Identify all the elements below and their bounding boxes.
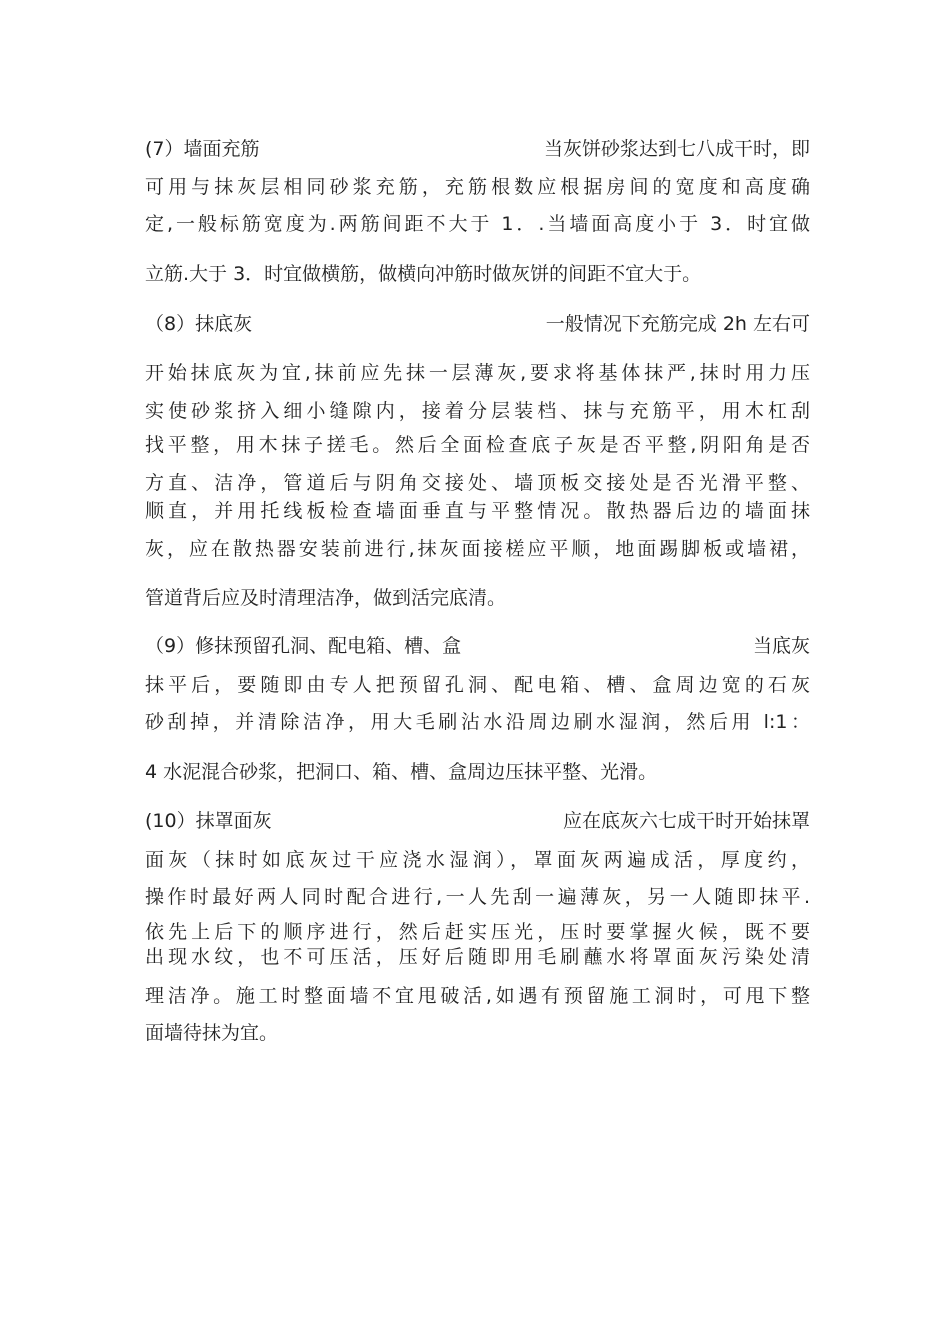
section-8-lead: 一般情况下充筋完成 2h 左右可 [545, 313, 810, 335]
section-7-line: 立筋.大于 3．时宜做横筋，做横向冲筋时做灰饼的间距不宜大于。 [145, 263, 702, 285]
section-7-heading: (7）墙面充筋 [145, 138, 260, 160]
section-9-line: 砂刮掉，并清除洁净，用大毛刷沾水沿周边刷水湿润，然后用 l:1： [145, 711, 810, 733]
section-8-heading-line [145, 312, 810, 336]
section-8-line: 实使砂浆挤入细小缝隙内，接着分层装档、抹与充筋平，用木杠刮 [145, 400, 810, 422]
section-8-line: 管道背后应及时清理洁净，做到活完底清。 [145, 587, 507, 609]
section-10-line: 依先上后下的顺序进行，然后赶实压光，压时要掌握火候，既不要 [145, 921, 810, 943]
section-9-lead: 当底灰 [752, 635, 810, 657]
section-8-line: 开始抹底灰为宜,抹前应先抹一层薄灰,要求将基体抹严,抹时用力压 [145, 362, 810, 384]
section-9-line: 抹平后，要随即由专人把预留孔洞、配电箱、槽、盒周边宽的石灰 [145, 674, 810, 696]
section-10-heading-line [145, 809, 810, 833]
section-10-line: 面灰（抹时如底灰过干应浇水湿润），罩面灰两遍成活，厚度约， [145, 849, 810, 871]
section-8-line: 找平整，用木抹子搓毛。然后全面检查底子灰是否平整,阴阳角是否 [145, 434, 810, 456]
section-10-line: 面墙待抹为宜。 [145, 1022, 279, 1044]
section-10-line: 理洁净。施工时整面墙不宜甩破活,如遇有预留施工洞时，可甩下整 [145, 985, 810, 1007]
section-9-heading: （9）修抹预留孔洞、配电箱、槽、盒 [145, 635, 462, 657]
section-7-lead: 当灰饼砂浆达到七八成干时，即 [543, 138, 810, 160]
section-7-heading-line [145, 137, 810, 161]
section-8-line: 灰，应在散热器安装前进行,抹灰面接槎应平顺，地面踢脚板或墙裙， [145, 538, 810, 560]
section-7-line: 可用与抹灰层相同砂浆充筋，充筋根数应根据房间的宽度和高度确 [145, 176, 810, 198]
section-10-line: 出现水纹，也不可压活，压好后随即用毛刷蘸水将罩面灰污染处清 [145, 946, 810, 968]
section-10-heading: (10）抹罩面灰 [145, 810, 272, 832]
section-10-line: 操作时最好两人同时配合进行,一人先刮一遍薄灰，另一人随即抹平. [145, 886, 810, 908]
section-7-line: 定,一般标筋宽度为.两筋间距不大于 1．.当墙面高度小于 3．时宜做 [145, 213, 810, 235]
section-9-heading-line [145, 634, 810, 658]
section-8-line: 方直、洁净，管道后与阴角交接处、墙顶板交接处是否光滑平整、 [145, 472, 810, 494]
section-8-line: 顺直，并用托线板检查墙面垂直与平整情况。散热器后边的墙面抹 [145, 500, 810, 522]
section-9-line: 4 水泥混合砂浆，把洞口、箱、槽、盒周边压抹平整、光滑。 [145, 761, 658, 783]
section-10-lead: 应在底灰六七成干时开始抹罩 [562, 810, 810, 832]
section-8-heading: （8）抹底灰 [145, 313, 253, 335]
